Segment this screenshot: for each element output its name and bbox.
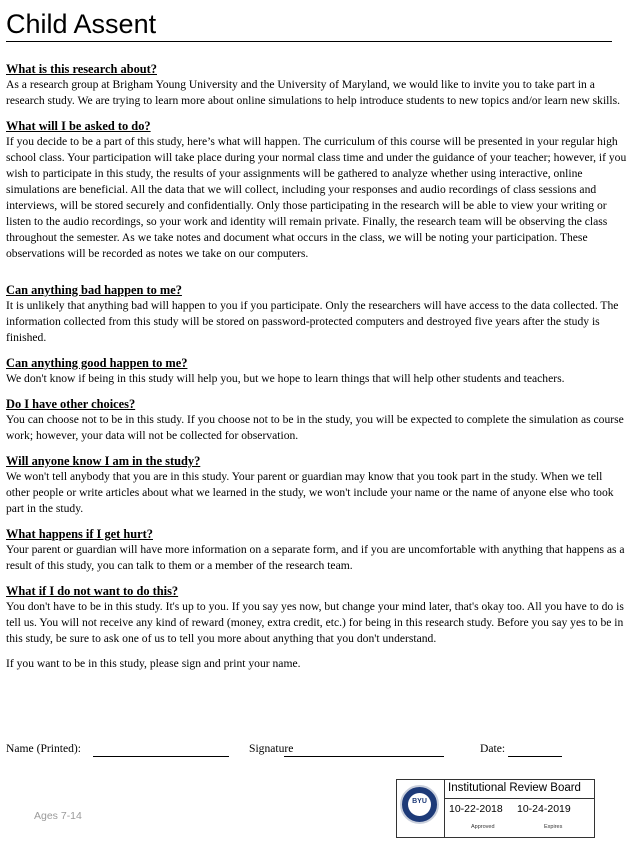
section-heading: Can anything bad happen to me? — [6, 283, 182, 297]
irb-divider — [444, 780, 445, 837]
section-anything-good — [6, 355, 628, 387]
section-anything-bad — [6, 282, 628, 346]
section-heading: What will I be asked to do? — [6, 119, 151, 133]
section-heading: Do I have other choices? — [6, 397, 136, 411]
name-printed-label: Name (Printed): — [6, 742, 82, 755]
irb-approved-date: 10-22-2018 — [449, 803, 503, 815]
section-text: If you decide to be a part of this study, here’s what will happen. The curriculum of this course will be presented in your regular high school class. Your participation will take place during your normal class time and under the guidance of your teacher; however, if you wish to participate in this study, the results of your assignments will be gathered to analyze whether using interactive, online simulations are beneficial. All the data that we will collect, including your responses and audio recordings of class sessions and interviews, will be stored securely and confidentially. Only those participating in the research will be able to view your writing or listen to the audio recordings, so your work and identity will remain private. Finally, the research team will be observing the class throughout the semester. As we take notes and document what occurs in the class, we will be noting your participation. These observations will be recorded as notes we take on our computers. — [6, 135, 627, 260]
signature-row — [6, 742, 626, 760]
section-heading: What happens if I get hurt? — [6, 527, 153, 541]
section-text: You don't have to be in this study. It's up to you. If you say yes now, but change your mind later, that's okay too. All you have to do is tell us. You will not receive any kind of reward (money, extra credit, etc.) for being in this research study. Before you say yes to be in this study, be sure to ask one of us to tell you more about anything that you don't understand. — [6, 600, 624, 645]
spacer — [6, 346, 628, 355]
irb-expires-date: 10-24-2019 — [517, 803, 571, 815]
section-asked-to-do — [6, 118, 628, 262]
section-heading: Will anyone know I am in the study? — [6, 454, 201, 468]
spacer — [6, 517, 628, 526]
form-body — [6, 61, 628, 672]
irb-approved-label: Approved — [471, 824, 495, 830]
irb-stamp — [396, 779, 595, 838]
section-other-choices — [6, 396, 628, 444]
section-text: We won't tell anybody that you are in this study. Your parent or guardian may know that you took part in the study. When we tell other people or write articles about what we learned in the study, we won't include your name or the name of anyone else who took part in the study. — [6, 470, 614, 515]
title-underline — [6, 41, 612, 42]
section-text: Your parent or guardian will have more information on a separate form, and if you are uncomfortable with anything that happens as a result of this study, you can talk to them or a member of the research team. — [6, 543, 625, 572]
section-heading: Can anything good happen to me? — [6, 356, 188, 370]
irb-title: Institutional Review Board — [448, 782, 581, 794]
sign-instruction: If you want to be in this study, please sign and print your name. — [6, 657, 301, 670]
page-title: Child Assent — [6, 9, 157, 39]
section-do-not-want — [6, 583, 628, 647]
spacer — [6, 387, 628, 396]
date-label: Date: — [480, 742, 506, 755]
ages-note: Ages 7-14 — [34, 810, 82, 822]
spacer — [6, 262, 628, 282]
irb-expires-label: Expires — [544, 824, 563, 830]
irb-divider — [444, 798, 594, 799]
signature-label: Signature — [249, 742, 294, 755]
section-research-about — [6, 61, 628, 109]
section-get-hurt — [6, 526, 628, 574]
section-text: It is unlikely that anything bad will happen to you if you participate. Only the researchers will have access to the data collected. The information collected from this study will be stored on password-protected computers and destroyed five years after the study is finished. — [6, 299, 619, 344]
spacer — [6, 109, 628, 118]
seal-text: BYU — [412, 798, 427, 805]
section-anyone-know — [6, 453, 628, 517]
date-field[interactable] — [508, 756, 562, 757]
section-heading: What is this research about? — [6, 62, 157, 76]
signature-field[interactable] — [284, 756, 444, 757]
section-text: We don't know if being in this study will help you, but we hope to learn things that will help other students and teachers. — [6, 372, 565, 385]
byu-seal-icon — [400, 785, 439, 824]
section-heading: What if I do not want to do this? — [6, 584, 179, 598]
section-text: As a research group at Brigham Young University and the University of Maryland, we would like to invite you to take part in a research study. We are trying to learn more about online simulations to help introduce students to new topics and/or learn new skills. — [6, 78, 621, 107]
name-printed-field[interactable] — [93, 756, 229, 757]
spacer — [6, 647, 628, 656]
section-text: You can choose not to be in this study. If you choose not to be in the study, you will be expected to complete the simulation as course work; however, your data will not be collected for observation. — [6, 413, 624, 442]
spacer — [6, 444, 628, 453]
spacer — [6, 574, 628, 583]
